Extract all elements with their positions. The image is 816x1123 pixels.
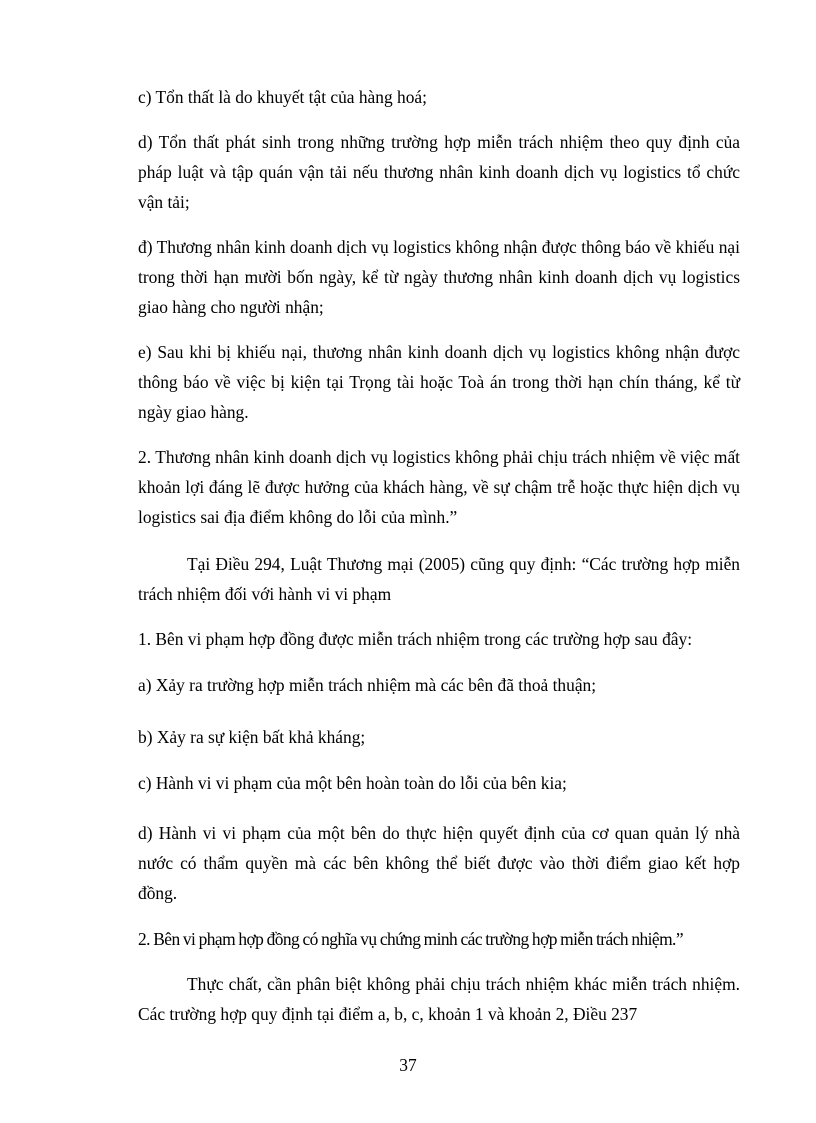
paragraph-d-state-decision: d) Hành vi vi phạm của một bên do thực hiện quyết định của cơ quan quản lý nhà nước có thẩm quyền mà các bên không thể biết được vào thời điểm giao kết hợp đồng. <box>138 823 740 903</box>
paragraph-d-exemption-transport: d) Tổn thất phát sinh trong những trường hợp miễn trách nhiệm theo quy định của pháp luật và tập quán vận tải nếu thương nhân kinh doanh dịch vụ logistics tổ chức vận tải; <box>138 132 740 212</box>
page-number: 37 <box>399 1055 417 1075</box>
paragraph-conclusion: Thực chất, cần phân biệt không phải chịu trách nhiệm khác miễn trách nhiệm. Các trường hợp quy định tại điểm a, b, c, khoản 1 và khoản 2, Điều 237 <box>138 974 740 1024</box>
paragraph-2-lost-profit: 2. Thương nhân kinh doanh dịch vụ logistics không phải chịu trách nhiệm về việc mất khoản lợi đáng lẽ được hưởng của khách hàng, về sự chậm trễ hoặc thực hiện dịch vụ logistics sai địa điểm không do lỗi của mình.” <box>138 447 740 527</box>
paragraph-c-defect: c) Tổn thất là do khuyết tật của hàng hoá; <box>138 87 427 107</box>
paragraph-article-294-intro: Tại Điều 294, Luật Thương mại (2005) cũng quy định: “Các trường hợp miễn trách nhiệm đối với hành vi vi phạm <box>138 554 740 604</box>
paragraph-dd-no-notice-claim: đ) Thương nhân kinh doanh dịch vụ logistics không nhận được thông báo về khiếu nại trong thời hạn mười bốn ngày, kể từ ngày thương nhân kinh doanh dịch vụ logistics giao hàng cho người nhận; <box>138 237 740 317</box>
paragraph-b-force-majeure: b) Xảy ra sự kiện bất khả kháng; <box>138 727 366 747</box>
paragraph-1-exemption-cases: 1. Bên vi phạm hợp đồng được miễn trách nhiệm trong các trường hợp sau đây: <box>138 629 693 649</box>
paragraph-2-burden-of-proof: 2. Bên vi phạm hợp đồng có nghĩa vụ chứng minh các trường hợp miễn trách nhiệm.” <box>138 929 684 949</box>
paragraph-a-agreed-case: a) Xảy ra trường hợp miễn trách nhiệm mà các bên đã thoả thuận; <box>138 675 597 695</box>
paragraph-e-no-lawsuit-notice: e) Sau khi bị khiếu nại, thương nhân kinh doanh dịch vụ logistics không nhận được thông báo về việc bị kiện tại Trọng tài hoặc Toà án trong thời hạn chín tháng, kể từ ngày giao hàng. <box>138 342 740 422</box>
paragraph-c-other-party-fault: c) Hành vi vi phạm của một bên hoàn toàn do lỗi của bên kia; <box>138 773 567 793</box>
